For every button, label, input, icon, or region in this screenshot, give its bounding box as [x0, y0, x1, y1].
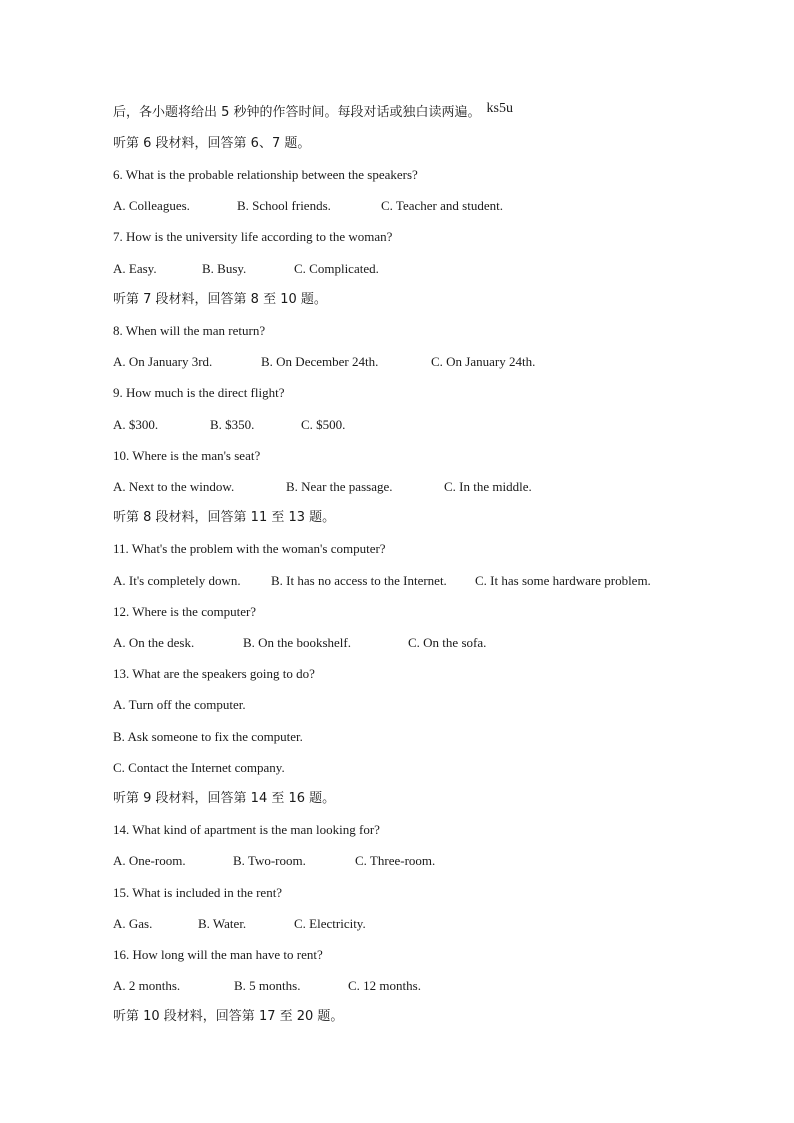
option-a: A. 2 months. — [113, 978, 181, 993]
option-line: C. Contact the Internet company. — [113, 760, 285, 775]
question-stem: 10. Where is the man's seat? — [113, 448, 261, 463]
question-stem: 15. What is included in the rent? — [113, 885, 283, 900]
question-stem: 8. When will the man return? — [113, 323, 266, 338]
option-c: C. Complicated. — [294, 261, 379, 276]
option-c: C. It has some hardware problem. — [475, 573, 651, 588]
option-b: B. On the bookshelf. — [243, 635, 351, 650]
option-c: C. Teacher and student. — [381, 198, 503, 213]
intro-line — [113, 101, 513, 122]
section-heading: 听第 10 段材料，回答第 17 至 20 题。 — [113, 1009, 344, 1024]
section-heading: 听第 9 段材料，回答第 14 至 16 题。 — [113, 791, 336, 806]
option-b: B. School friends. — [237, 198, 331, 213]
option-c: C. $500. — [301, 417, 346, 432]
option-a: A. $300. — [113, 417, 159, 432]
option-c: C. On the sofa. — [408, 635, 487, 650]
option-line: B. Ask someone to fix the computer. — [113, 729, 303, 744]
option-b: B. Near the passage. — [286, 479, 393, 494]
option-c: C. In the middle. — [444, 479, 532, 494]
option-a: A. On January 3rd. — [113, 354, 213, 369]
option-b: B. 5 months. — [234, 978, 301, 993]
option-c: C. Three-room. — [355, 853, 436, 868]
option-b: B. Water. — [198, 916, 247, 931]
question-stem: 6. What is the probable relationship between the speakers? — [113, 167, 418, 182]
question-stem: 16. How long will the man have to rent? — [113, 947, 323, 962]
question-stem: 13. What are the speakers going to do? — [113, 666, 315, 681]
source-mark: ks5u — [486, 101, 513, 116]
option-b: B. Busy. — [202, 261, 247, 276]
question-stem: 9. How much is the direct flight? — [113, 385, 285, 400]
option-a: A. Colleagues. — [113, 198, 190, 213]
option-a: A. Gas. — [113, 916, 153, 931]
option-a: A. On the desk. — [113, 635, 195, 650]
option-b: B. On December 24th. — [261, 354, 379, 369]
question-stem: 14. What kind of apartment is the man looking for? — [113, 822, 380, 837]
option-c: C. Electricity. — [294, 916, 366, 931]
section-heading: 听第 6 段材料，回答第 6、7 题。 — [113, 136, 311, 151]
option-b: B. Two-room. — [233, 853, 306, 868]
option-c: C. 12 months. — [348, 978, 421, 993]
section-heading: 听第 8 段材料，回答第 11 至 13 题。 — [113, 510, 336, 525]
option-a: A. It's completely down. — [113, 573, 241, 588]
question-stem: 12. Where is the computer? — [113, 604, 257, 619]
option-c: C. On January 24th. — [431, 354, 536, 369]
section-heading: 听第 7 段材料，回答第 8 至 10 题。 — [113, 292, 327, 307]
option-b: B. It has no access to the Internet. — [271, 573, 447, 588]
intro-text: 后，各小题将给出 5 秒钟的作答时间。每段对话或独白读两遍。 — [113, 105, 481, 120]
option-a: A. Next to the window. — [113, 479, 235, 494]
question-stem: 7. How is the university life according to the woman? — [113, 229, 393, 244]
option-b: B. $350. — [210, 417, 255, 432]
option-a: A. Easy. — [113, 261, 157, 276]
question-stem: 11. What's the problem with the woman's computer? — [113, 541, 386, 556]
option-line: A. Turn off the computer. — [113, 697, 246, 712]
option-a: A. One-room. — [113, 853, 186, 868]
